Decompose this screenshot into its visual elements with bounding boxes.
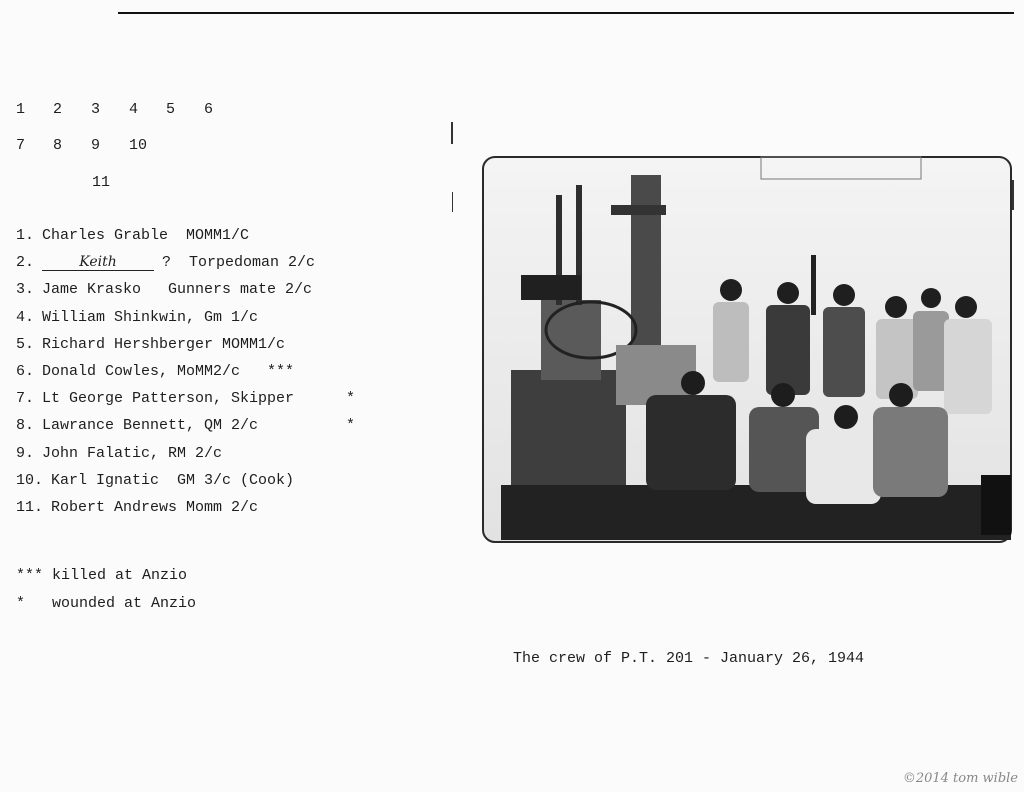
grid-number: 7 [16, 137, 26, 154]
grid-number: 8 [53, 137, 63, 154]
crew-entry: 2. Keith ? Torpedoman 2/c [16, 254, 316, 272]
wounded-marker: * [346, 417, 356, 435]
grid-number: 1 [16, 101, 26, 118]
crew-entry: 11. Robert Andrews Momm 2/c [16, 498, 259, 516]
crew-entry: 8. Lawrance Bennett, QM 2/c * [16, 412, 315, 439]
crew-entry: 7. Lt George Patterson, Skipper * [16, 385, 315, 412]
crew-entry: 3. Jame Krasko Gunners mate 2/c [16, 281, 313, 299]
photo-caption: The crew of P.T. 201 - January 26, 1944 [513, 650, 865, 667]
crew-entry: 4. William Shinkwin, Gm 1/c [16, 308, 259, 326]
crew-roster [16, 222, 356, 521]
handwritten-name: Keith [42, 254, 154, 271]
grid-number: 11 [92, 174, 111, 191]
wounded-marker: * [346, 390, 356, 408]
scan-mark [452, 192, 453, 212]
grid-number: 9 [91, 137, 101, 154]
grid-number: 10 [129, 137, 148, 154]
crew-entry: 10. Karl Ignatic GM 3/c (Cook) [16, 471, 295, 489]
grid-number: 3 [91, 101, 101, 118]
grid-number: 5 [166, 101, 176, 118]
crew-entry: 9. John Falatic, RM 2/c [16, 444, 223, 462]
scan-mark [451, 122, 453, 144]
grid-number: 2 [53, 101, 63, 118]
crew-entry: 5. Richard Hershberger MOMM1/c [16, 335, 286, 353]
legend-wounded: * wounded at Anzio [16, 595, 197, 612]
copyright-watermark: ©2014 tom wible [902, 771, 1018, 786]
crew-entry: 1. Charles Grable MOMM1/C [16, 227, 250, 244]
crew-entry: 6. Donald Cowles, MoMM2/c *** [16, 362, 295, 380]
legend-killed: *** killed at Anzio [16, 567, 188, 584]
grid-number: 4 [129, 101, 139, 118]
grid-number: 6 [204, 101, 214, 118]
crew-photo [481, 155, 1016, 545]
legend [16, 562, 196, 618]
top-rule [118, 12, 1014, 14]
